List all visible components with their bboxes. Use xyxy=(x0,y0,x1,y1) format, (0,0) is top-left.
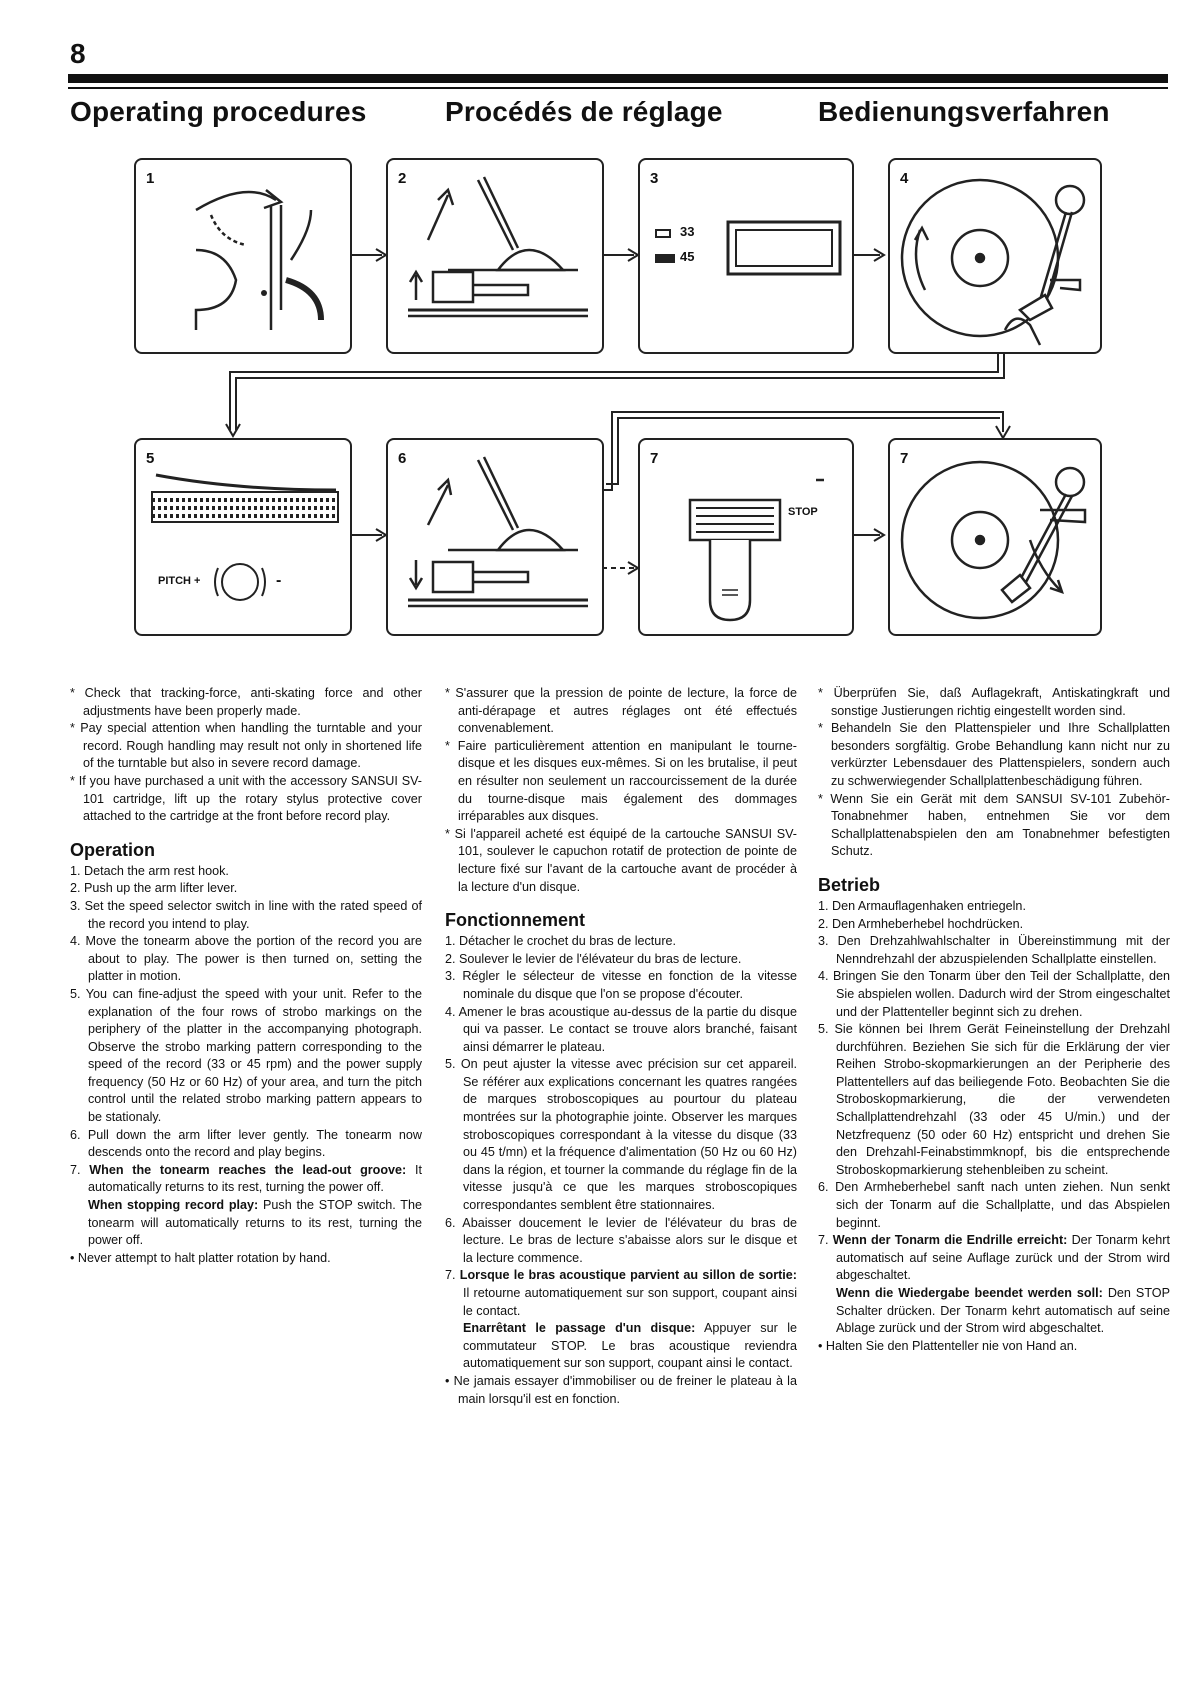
illustration-panel-2 xyxy=(386,158,604,354)
de-step-6: 6. Den Armheberhebel sanft nach unten ziehen. Nun senkt sich der Tonarm auf die Schallplatte, und das Abspielen beginnt. xyxy=(818,1180,1170,1230)
column-english xyxy=(70,685,422,1267)
illustration-panel-5 xyxy=(134,438,352,636)
heading-de: Bedienungsverfahren xyxy=(818,96,1110,127)
de-section-heading: Betrieb xyxy=(818,874,881,895)
en-step-1: 1. Detach the arm rest hook. xyxy=(70,863,229,878)
fr-section-heading: Fonctionnement xyxy=(445,910,585,931)
de-step-2: 2. Den Armheberhebel hochdrücken. xyxy=(818,916,1024,931)
speed-45-label: 45 xyxy=(680,249,695,264)
de-note-1: * Überprüfen Sie, daß Auflagekraft, Antiskatingkraft und sonstige Justierungen richtig eingestellt worden sind. xyxy=(818,686,1170,718)
panel-number: 7 xyxy=(650,450,659,467)
de-step-5: 5. Sie können bei Ihrem Gerät Feineinstellung der Drehzahl durchführen. Beziehen Sie sich für die Erklärung der vier Reihen Strobo-skopmarkierungen an der Peripherie des Plattentellers auf das beiliegende Foto. Beobachten Sie die Stroboskopmarkierung, die der verwendeten Schallplattendrehzahl (33 oder 45 U/min.) und der Netzfrequenz (50 oder 60 Hz) entspricht und drehen Sie den Drehzahl-Feinabstimmknopf, bis die entsprechende Stroboskopmarkierung stehenbleiben zu scheint. xyxy=(818,1022,1170,1177)
fr-note-3: * Si l'appareil acheté est équipé de la cartouche SANSUI SV-101, soulever le capuchon rotatif de protection de pointe de lecture fixé sur l'avant de la cartouche avant de procéder à la lecture d'un disque. xyxy=(445,826,797,894)
panel-number: 6 xyxy=(398,450,407,467)
panel-number: 7 xyxy=(900,450,909,467)
panel-number: 4 xyxy=(900,170,909,187)
fr-step-5: 5. On peut ajuster la vitesse avec précision sur cet appareil. Se référer aux explications concernant les quatres rangées de marques stroboscopiques au pourtour du plateau montrées sur la photographie jointe. Observer les marques stroboscopiques correspondant à la vitesse du disque (33 ou 45 t/mn) et la fréquence d'alimentation (50 Hz ou 60 Hz) dans la région, et tourner la commande du réglage fin de la vitesse jusqu'à ce que les marques stroboscopiques correspondantes semblent être stationnaires. xyxy=(445,1057,797,1213)
fr-warning: • Ne jamais essayer d'immobiliser ou de freiner le plateau à la main lorsqu'il est en fonction. xyxy=(445,1373,797,1406)
fr-note-1: * S'assurer que la pression de pointe de lecture, la force de anti-dérapage et autres réglages ont été effectués convenablement. xyxy=(445,686,797,736)
en-note-2: * Pay special attention when handling the turntable and your record. Rough handling may result not only in shortened life of the turntable but also in severe record damage. xyxy=(70,721,422,771)
arm-lifter-up-illustration xyxy=(388,160,602,352)
fr-step-1: 1. Détacher le crochet du bras de lecture. xyxy=(445,934,677,949)
en-step-2: 2. Push up the arm lifter lever. xyxy=(70,881,238,896)
fr-step-2: 2. Soulever le levier de l'élévateur du bras de lecture. xyxy=(445,951,742,966)
arm-rest-hook-illustration xyxy=(136,160,350,352)
en-step-6: 6. Pull down the arm lifter lever gently. The tonearm now descends onto the record and play begins. xyxy=(70,1127,422,1160)
stop-switch-illustration xyxy=(640,440,852,634)
panel-number: 5 xyxy=(146,450,155,467)
de-note-3: * Wenn Sie ein Gerät mit dem SANSUI SV-101 Zubehör-Tonabnehmer haben, entnehmen Sie vor dem Schallplattenabspielen den am Tonabnehmer befestigten Schutz. xyxy=(818,791,1170,859)
en-step-4: 4. Move the tonearm above the portion of the record you are about to play. The power is then turned on, setting the platter in motion. xyxy=(70,934,422,984)
pitch-minus: - xyxy=(276,572,282,589)
en-step-3: 3. Set the speed selector switch in line with the rated speed of the record you intend to play. xyxy=(70,898,422,931)
de-note-2: * Behandeln Sie den Plattenspieler und Ihre Schallplatten besonders sorgfältig. Grobe Behandlung kann nicht nur zu verkürzter Lebensdauer des Plattenspielers, sondern auch zu schwerwiegender Schallplattenbeschädigung führen. xyxy=(818,721,1170,788)
pitch-control-illustration xyxy=(136,440,350,634)
en-step-7: 7. When the tonearm reaches the lead-out groove: It automatically returns to its rest, turning the power off. xyxy=(70,1162,422,1195)
tonearm-return-illustration xyxy=(890,440,1100,634)
de-step-7-stop: Wenn die Wiedergabe beendet werden soll: Den STOP Schalter drücken. Der Tonarm kehrt automatisch auf seine Ablage zurück und der Strom wird abgeschaltet. xyxy=(836,1286,1170,1336)
fr-step-3: 3. Régler le sélecteur de vitesse en fonction de la vitesse nominale du disque que l'on se propose d'écouter. xyxy=(445,969,797,1001)
en-note-1: * Check that tracking-force, anti-skating force and other adjustments have been properly made. xyxy=(70,686,422,718)
illustration-panel-4 xyxy=(888,158,1102,354)
illustration-panel-7a xyxy=(638,438,854,636)
panel-number: 2 xyxy=(398,170,407,187)
en-section-heading: Operation xyxy=(70,839,156,860)
illustration-panel-3 xyxy=(638,158,854,354)
en-step-7-stop: When stopping record play: Push the STOP switch. The tonearm will automatically returns to its rest, turning the power off. xyxy=(88,1198,422,1248)
de-warning: • Halten Sie den Plattenteller nie von Hand an. xyxy=(818,1338,1078,1353)
heading-fr: Procédés de réglage xyxy=(445,96,723,127)
page-number: 8 xyxy=(70,38,86,69)
heading-en: Operating procedures xyxy=(70,96,367,127)
stop-label: STOP xyxy=(788,506,818,518)
en-note-3: * If you have purchased a unit with the accessory SANSUI SV-101 cartridge, lift up the rotary stylus protective cover attached to the cartridge at the front before record play. xyxy=(70,773,422,824)
fr-step-6: 6. Abaisser doucement le levier de l'élévateur du bras de lecture. Le bras de lecture s'abaisse alors sur le disque et la lecture commence. xyxy=(445,1215,797,1265)
arm-lifter-down-illustration xyxy=(388,440,602,634)
de-step-7: 7. Wenn der Tonarm die Endrille erreicht: Der Tonarm kehrt automatisch auf seine Auflage zurück und der Strom wird abgeschaltet. xyxy=(818,1233,1171,1283)
de-step-1: 1. Den Armauflagenhaken entriegeln. xyxy=(818,898,1026,913)
fr-note-2: * Faire particulièrement attention en manipulant le tourne-disque et les disques eux-mêmes. Si on les brutalise, il peut en résulter non seulement un raccourcissement de la durée du tourne-disque mais également des dommages irréparables aux disques. xyxy=(445,738,797,824)
fr-step-7: 7. Lorsque le bras acoustique parvient au sillon de sortie: Il retourne automatiquement sur son support, coupant ainsi le contact. xyxy=(445,1268,797,1318)
speed-selector-illustration xyxy=(640,160,852,352)
fr-step-7-stop: Enarrêtant le passage d'un disque: Appuyer sur le commutateur STOP. Le bras acoustique reviendra automatiquement sur son support, coupant ainsi le contact. xyxy=(463,1321,797,1371)
illustration-panel-6 xyxy=(386,438,604,636)
column-french xyxy=(445,685,797,1408)
de-step-4: 4. Bringen Sie den Tonarm über den Teil der Schallplatte, den Sie abspielen wollen. Dadurch wird der Strom eingeschaltet und der Plattenteller beginnt sich zu drehen. xyxy=(818,969,1170,1019)
pitch-label: PITCH + xyxy=(158,575,201,587)
illustration-panel-1 xyxy=(134,158,352,354)
speed-33-label: 33 xyxy=(680,224,695,239)
panel-number: 3 xyxy=(650,170,659,187)
tonearm-move-illustration xyxy=(890,160,1100,352)
de-step-3: 3. Den Drehzahlwahlschalter in Übereinstimmung mit der Nenndrehzahl der abzuspielenden Schallplatte einstellen. xyxy=(818,934,1170,966)
panel-number: 1 xyxy=(146,170,155,187)
en-step-5: 5. You can fine-adjust the speed with your unit. Refer to the explanation of the four rows of strobo markings on the periphery of the platter in the accompanying photograph. Observe the strobo marking pattern corresponding to the speed of the record (33 or 45 rpm) and the power supply frequency (50 Hz or 60 Hz) of your area, and turn the pitch control until the related strobo marking pattern appears to be stationaly. xyxy=(70,986,422,1125)
illustration-panel-7b xyxy=(888,438,1102,636)
en-warning: • Never attempt to halt platter rotation by hand. xyxy=(70,1250,331,1265)
fr-step-4: 4. Amener le bras acoustique au-dessus de la partie du disque qui va passer. Le contact se trouve alors branché, faisant ainsi démarrer le plateau. xyxy=(445,1004,797,1054)
column-german xyxy=(818,685,1170,1355)
